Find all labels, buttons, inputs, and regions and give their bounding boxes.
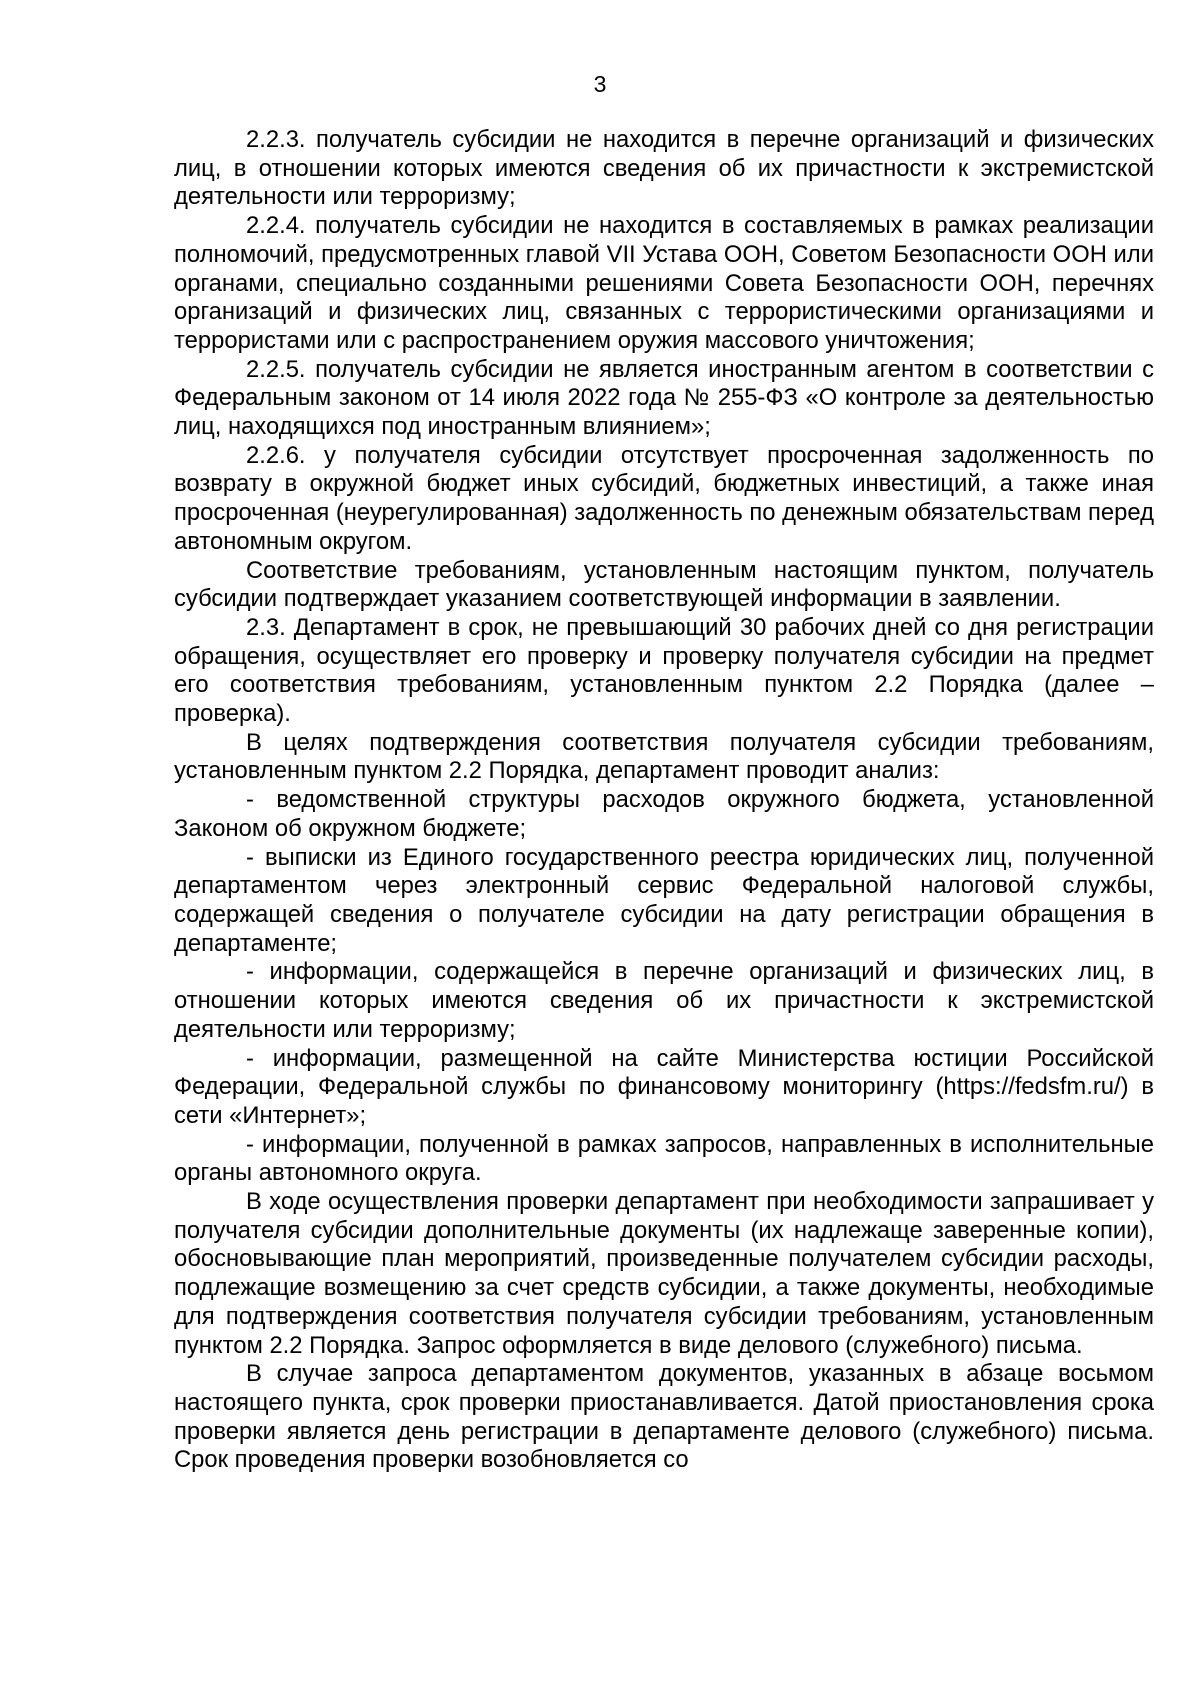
- paragraph-2-2-4: 2.2.4. получатель субсидии не находится в составляемых в рамках реализации полномочий, предусмотренных главой VII Устава ООН, Советом Безопасности ООН или органами, специально созданными решениями Совета Безопасности ООН, перечнях организаций и физических лиц, связанных с террористическими организациями и террористами или с распространением оружия массового уничтожения;: [174, 212, 1154, 354]
- list-item-requests: - информации, полученной в рамках запросов, направленных в исполнительные органы автономного округа.: [174, 1130, 1154, 1187]
- paragraph-compliance: Соответствие требованиям, установленным настоящим пунктом, получатель субсидии подтверждает указанием соответствующей информации в заявлении.: [174, 556, 1154, 613]
- list-item-extremism-list: - информации, содержащейся в перечне организаций и физических лиц, в отношении которых имеются сведения об их причастности к экстремистской деятельности или терроризму;: [174, 958, 1154, 1043]
- paragraph-2-3: 2.3. Департамент в срок, не превышающий 30 рабочих дней со дня регистрации обращения, осуществляет его проверку и проверку получателя субсидии на предмет его соответствия требованиям, установленным пунктом 2.2 Порядка (далее – проверка).: [174, 613, 1154, 728]
- paragraph-additional-documents: В ходе осуществления проверки департамент при необходимости запрашивает у получателя субсидии дополнительные документы (их надлежаще заверенные копии), обосновывающие план мероприятий, произведенные получателем субсидии расходы, подлежащие возмещению за счет средств субсидии, а также документы, необходимые для подтверждения соответствия получателя субсидии требованиям, установленным пунктом 2.2 Порядка. Запрос оформляется в виде делового (служебного) письма.: [174, 1188, 1154, 1359]
- list-item-budget-structure: - ведомственной структуры расходов окружного бюджета, установленной Законом об окружном бюджете;: [174, 786, 1154, 842]
- paragraph-2-2-5: 2.2.5. получатель субсидии не является иностранным агентом в соответствии с Федеральным законом от 14 июля 2022 года № 255-ФЗ «О контроле за деятельностью лиц, находящихся под иностранным влиянием»;: [174, 355, 1154, 441]
- document-body: [174, 126, 1154, 1475]
- paragraph-2-2-6: 2.2.6. у получателя субсидии отсутствует просроченная задолженность по возврату в окружной бюджет иных субсидий, бюджетных инвестиций, а также иная просроченная (неурегулированная) задолженность по денежным обязательствам перед автономным округом.: [174, 441, 1154, 555]
- paragraph-analysis-intro: В целях подтверждения соответствия получателя субсидии требованиям, установленным пунктом 2.2 Порядка, департамент проводит анализ:: [174, 728, 1154, 785]
- list-item-egrul-extract: - выписки из Единого государственного реестра юридических лиц, полученной департаментом через электронный сервис Федеральной налоговой службы, содержащей сведения о получателе субсидии на дату регистрации обращения в департаменте;: [174, 843, 1154, 957]
- paragraph-suspension: В случае запроса департаментом документов, указанных в абзаце восьмом настоящего пункта, срок проверки приостанавливается. Датой приостановления срока проверки является день регистрации в департаменте делового (служебного) письма. Срок проведения проверки возобновляется со: [174, 1360, 1154, 1474]
- list-item-ministry-site: - информации, размещенной на сайте Министерства юстиции Российской Федерации, Федеральной службы по финансовому мониторингу (https://fedsfm.ru/) в сети «Интернет»;: [174, 1044, 1154, 1129]
- page-number: 3: [593, 71, 607, 97]
- paragraph-2-2-3: 2.2.3. получатель субсидии не находится в перечне организаций и физических лиц, в отношении которых имеются сведения об их причастности к экстремистской деятельности или терроризму;: [174, 126, 1154, 211]
